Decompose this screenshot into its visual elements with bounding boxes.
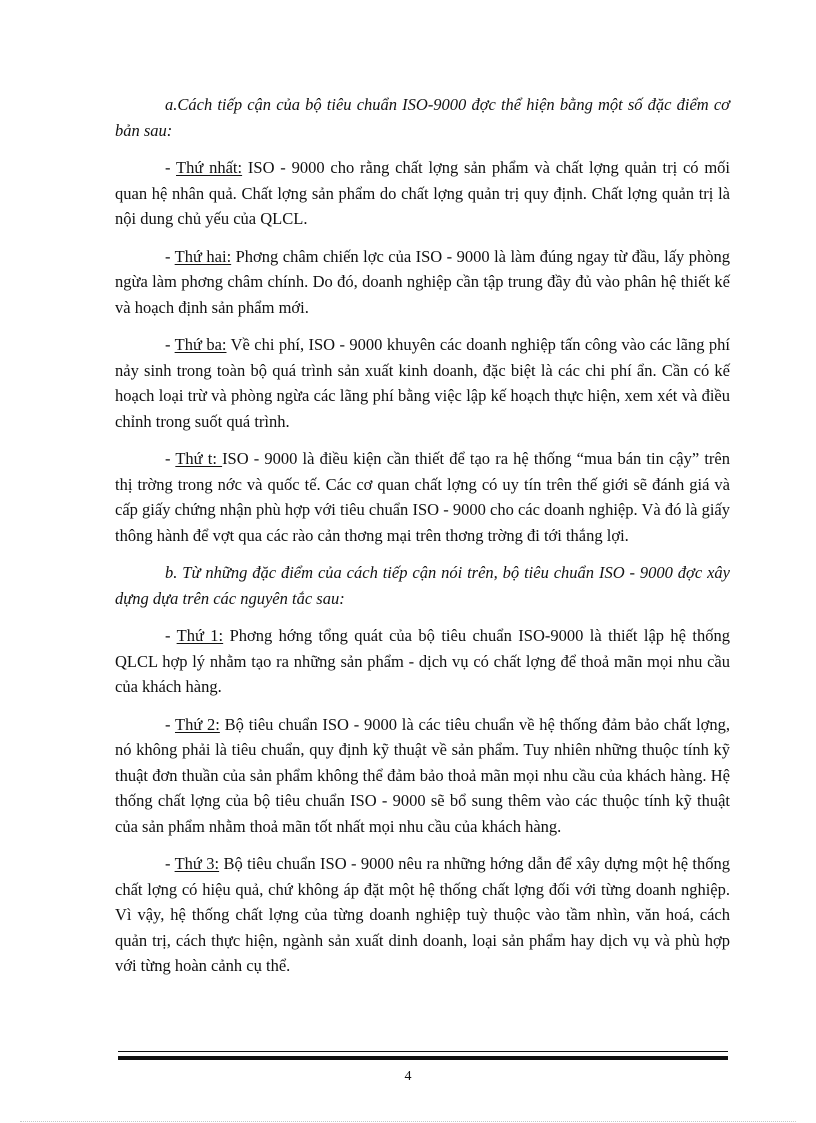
item-dash: -	[165, 158, 177, 177]
item-dash: -	[165, 246, 175, 266]
section-a-heading: a.Cách tiếp cận của bộ tiêu chuẩn ISO-9000 đợc thể hiện bằng một số đặc điểm cơ bản sau:	[115, 95, 730, 140]
body-text	[115, 92, 730, 991]
item-text: Về chi phí, ISO - 9000 khuyên các doanh nghiệp tấn công vào các lãng phí nảy sinh trong toàn bộ quá trình sản xuất kinh doanh, đặc biệt là các chi phí ẩn. Cần có kế hoạch loại trừ và phòng ngừa các lãng phí bằng việc lập kế hoạch thực hiện, xem xét và điều chỉnh trong suốt quá trình.	[115, 335, 730, 431]
item-text: Bộ tiêu chuẩn ISO - 9000 nêu ra những hớng dẫn để xây dựng một hệ thống chất lợng có hiệu quả, chứ không áp đặt một hệ thống chất lợng đối với từng doanh nghiệp. Vì vậy, hệ thống chất lợng của từng doanh nghiệp tuỳ thuộc vào tầm nhìn, văn hoá, cách quản trị, cách thực hiện, ngành sản xuất dinh doanh, loại sản phẩm hay dịch vụ và phù hợp với từng hoàn cảnh cụ thể.	[115, 854, 730, 975]
footer-rule-thick	[118, 1056, 728, 1060]
item-label: Thứ ba:	[174, 335, 227, 354]
item-dash: -	[165, 626, 177, 645]
section-a-item-2	[115, 244, 730, 321]
section-b-item-2	[115, 712, 730, 840]
item-dash: -	[165, 449, 176, 468]
item-label: Thứ 2:	[174, 714, 220, 734]
item-label: Thứ hai:	[174, 246, 232, 266]
section-a-item-3	[115, 332, 730, 434]
item-label: Thứ 3:	[174, 854, 220, 873]
item-label: Thứ t:	[175, 449, 223, 468]
section-b-item-1	[115, 623, 730, 700]
item-text: Bộ tiêu chuẩn ISO - 9000 là các tiêu chuẩn về hệ thống đảm bảo chất lợng, nó không phải là tiêu chuẩn, quy định kỹ thuật về sản phẩm. Tuy nhiên những thuộc tính kỹ thuật đơn thuần của sản phẩm không thể đảm bảo thoả mãn mọi nhu cầu của khách hàng. Hệ thống chất lợng của bộ tiêu chuẩn ISO - 9000 sẽ bổ sung thêm vào các thuộc tính kỹ thuật của sản phẩm nhằm thoả mãn tốt nhất mọi nhu cầu của khách hàng.	[115, 714, 730, 836]
item-label: Thứ 1:	[176, 626, 224, 645]
section-b-item-3	[115, 851, 730, 979]
item-dash: -	[165, 854, 175, 873]
item-dash: -	[165, 335, 175, 354]
item-label: Thứ nhất:	[176, 158, 243, 177]
item-text: ISO - 9000 cho rằng chất lợng sản phẩm và chất lợng quản trị có mối quan hệ nhân quả. Chất lợng sản phẩm do chất lợng quản trị quy định. Chất lợng quản trị là nội dung chủ yếu của QLCL.	[115, 158, 731, 228]
item-text: ISO - 9000 là điều kiện cần thiết để tạo ra hệ thống “mua bán tin cậy” trên thị trờng trong nớc và quốc tế. Các cơ quan chất lợng có uy tín trên thế giới sẽ đánh giá và cấp giấy chứng nhận phù hợp với tiêu chuẩn ISO - 9000 cho các doanh nghiệp. Và đó là giấy thông hành để vợt qua các rào cản thơng mại trên thơng trờng đi tới thắng lợi.	[115, 449, 730, 545]
item-dash: -	[165, 714, 175, 734]
section-b-heading: b. Từ những đặc điểm của cách tiếp cận nói trên, bộ tiêu chuẩn ISO - 9000 đợc xây dựng dựa trên các nguyên tắc sau:	[115, 563, 730, 608]
section-a-item-4	[115, 446, 730, 548]
section-a-item-1	[115, 155, 730, 232]
item-text: Phơng hớng tổng quát của bộ tiêu chuẩn ISO-9000 là thiết lập hệ thống QLCL hợp lý nhằm tạo ra những sản phẩm - dịch vụ có chất lợng để thoả mãn mọi nhu cầu của khách hàng.	[115, 626, 731, 696]
item-text: Phơng châm chiến lợc của ISO - 9000 là làm đúng ngay từ đầu, lấy phòng ngừa làm phơng châm chính. Do đó, doanh nghiệp cần tập trung đầy đủ vào phân hệ thiết kế và hoạch định sản phẩm mới.	[115, 246, 730, 317]
page-edge-divider	[20, 1121, 796, 1122]
footer-rule-thin	[118, 1051, 728, 1052]
page-number: 4	[404, 1069, 412, 1084]
